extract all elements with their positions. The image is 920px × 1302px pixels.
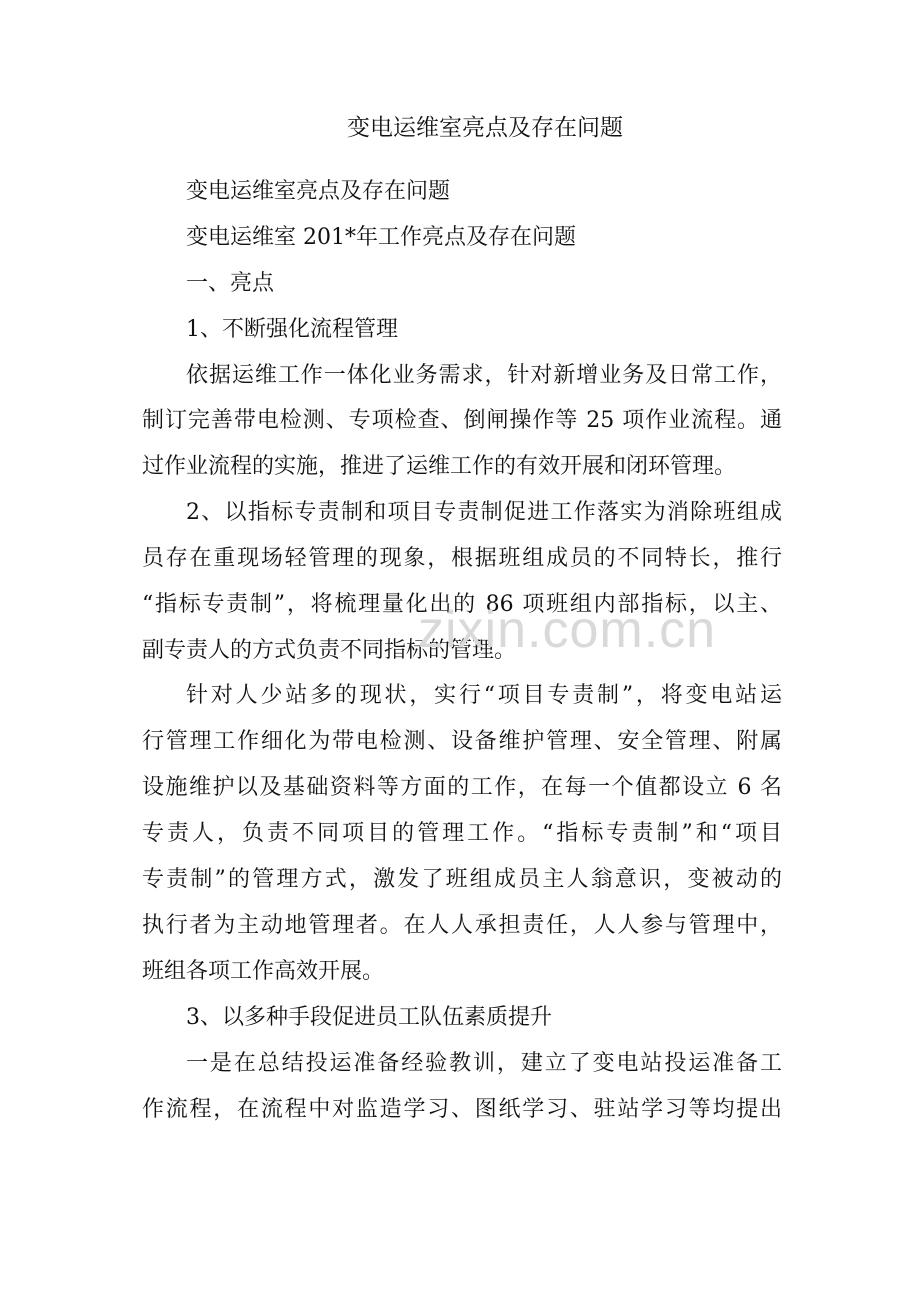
paragraph-line: 依据运维工作一体化业务需求，针对新增业务及日常工作， [186,363,782,388]
paragraph-line: 员存在重现场轻管理的现象，根据班组成员的不同特长，推行 [142,546,782,571]
subtitle-line: 变电运维室亮点及存在问题 [186,179,451,204]
paragraph-line: 过作业流程的实施，推进了运维工作的有效开展和闭环管理。 [142,454,737,479]
paragraph-line: 班组各项工作高效开展。 [142,959,385,984]
paragraph-line: 设施维护以及基础资料等方面的工作，在每一个值都设立 6 名 [142,775,782,800]
paragraph-line: 针对人少站多的现状，实行“项目专责制”，将变电站运 [186,683,782,708]
document-title: 变电运维室亮点及存在问题 [347,115,623,141]
subsection-heading: 3、以多种手段促进员工队伍素质提升 [186,1005,552,1030]
report-title-line: 变电运维室 201*年工作亮点及存在问题 [186,225,576,250]
paragraph-line: 2、以指标专责制和项目专责制促进工作落实为消除班组成 [186,500,782,525]
paragraph-line: 执行者为主动地管理者。在人人承担责任，人人参与管理中， [142,913,782,938]
paragraph-line: 制订完善带电检测、专项检查、倒闸操作等 25 项作业流程。通 [142,408,782,433]
paragraph-line: 行管理工作细化为带电检测、设备维护管理、安全管理、附属 [142,729,782,754]
paragraph-line: 副专责人的方式负责不同指标的管理。 [142,638,517,663]
paragraph-line: 一是在总结投运准备经验教训，建立了变电站投运准备工 [186,1051,782,1076]
subsection-heading: 1、不断强化流程管理 [186,317,398,342]
watermark: zixin.com.cn [418,601,717,659]
paragraph-line: 专责制”的管理方式，激发了班组成员主人翁意识，变被动的 [142,867,782,892]
section-heading: 一、亮点 [186,271,275,296]
paragraph-line: 作流程，在流程中对监造学习、图纸学习、驻站学习等均提出 [142,1097,782,1122]
paragraph-line: 专责人，负责不同项目的管理工作。“指标专责制”和“项目 [142,821,782,846]
paragraph-line: “指标专责制”，将梳理量化出的 86 项班组内部指标，以主、 [142,592,782,617]
